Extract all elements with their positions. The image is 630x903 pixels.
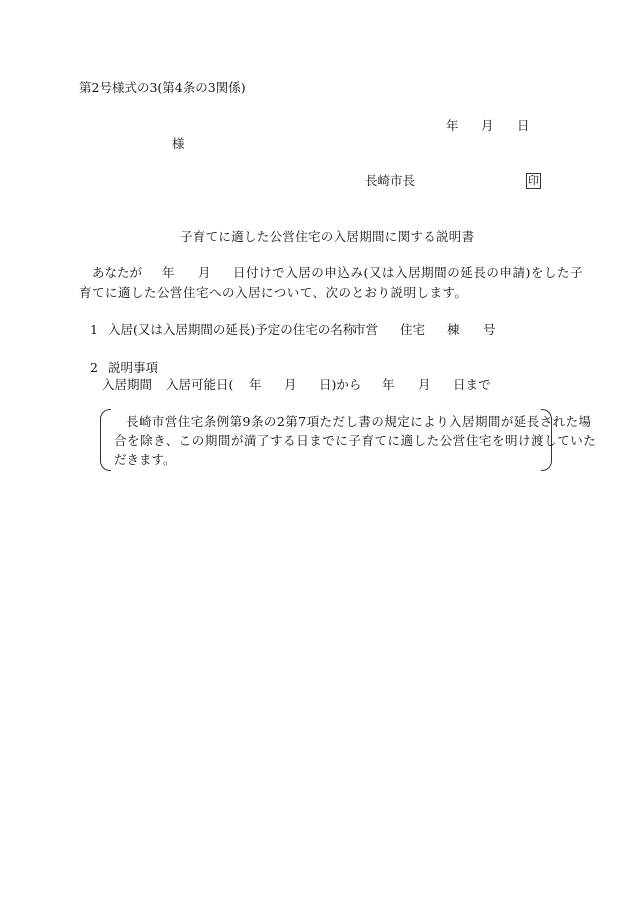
intro-text: あなたが <box>92 265 143 280</box>
addressee-suffix: 様 <box>172 136 185 151</box>
date-month: 月 <box>481 118 494 133</box>
intro-text: 日付けで入居の申込み(又は入居期間の延長の申請)をした子 <box>233 265 584 280</box>
note-line: 合を除き、この期間が満了する日までに子育てに適した公営住宅を明け渡していた <box>114 433 597 448</box>
start-month: 月 <box>284 377 297 392</box>
end-month: 月 <box>418 377 431 392</box>
seal-mark: 印 <box>528 174 539 187</box>
item2-number: 2 <box>90 360 98 375</box>
intro-month: 月 <box>198 265 211 280</box>
start-year: 年 <box>249 377 262 392</box>
period-label: 入居期間 <box>102 377 153 392</box>
note-line: 長崎市営住宅条例第9条の2第7項ただし書の規定により入居期間が延長された場 <box>126 414 592 429</box>
end-year: 年 <box>382 377 395 392</box>
item1-building: 棟 <box>447 322 460 337</box>
item1-number: 1 <box>90 322 98 337</box>
item2-label: 説明事項 <box>108 360 159 375</box>
end-day: 日まで <box>453 377 491 392</box>
issuer: 長崎市長 <box>365 173 416 188</box>
start-day: 日)から <box>319 377 362 392</box>
item1-city: 市営 <box>353 322 379 337</box>
item1-unit: 号 <box>483 322 496 337</box>
intro-year: 年 <box>162 265 175 280</box>
form-number: 第2号様式の3(第4条の3関係) <box>79 80 246 95</box>
item1-housing: 住宅 <box>400 322 426 337</box>
start-label: 入居可能日( <box>166 377 234 392</box>
date-day: 日 <box>517 118 530 133</box>
date-year: 年 <box>446 118 459 133</box>
note-line: だきます。 <box>114 452 176 467</box>
intro-text: 育てに適した公営住宅への入居について、次のとおり説明します。 <box>79 285 468 300</box>
item1-label: 入居(又は入居期間の延長)予定の住宅の名称 <box>108 322 356 337</box>
document-title: 子育てに適した公営住宅の入居期間に関する説明書 <box>180 229 475 244</box>
left-bracket <box>100 409 111 471</box>
